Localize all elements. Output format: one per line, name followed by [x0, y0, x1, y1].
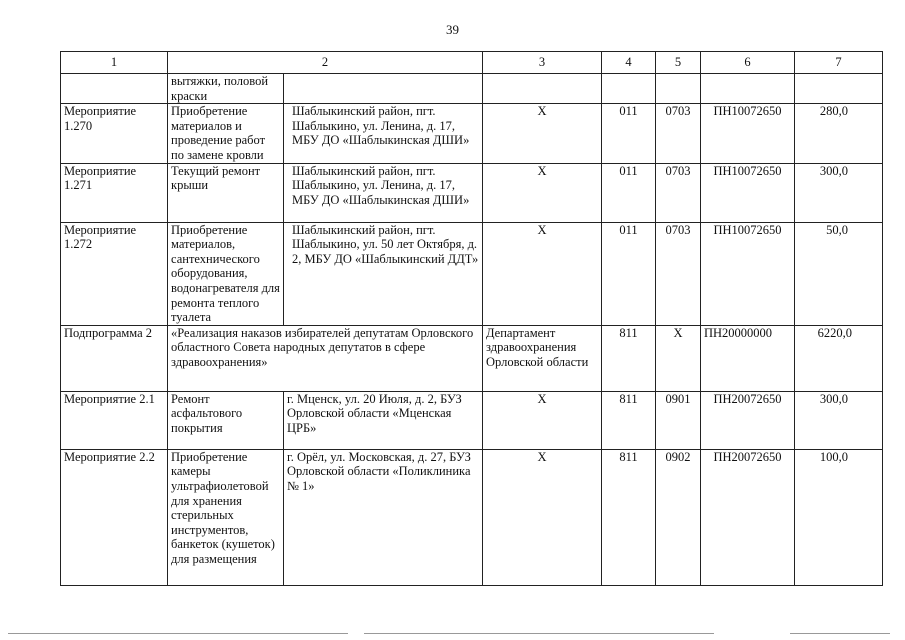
subprogram-row: [61, 325, 883, 391]
code-section-cell: 0703: [656, 222, 701, 325]
executor-cell: [483, 74, 602, 104]
code-grbs-cell: [602, 74, 656, 104]
row-label: Мероприятие 2.2: [61, 449, 168, 585]
measure-description: Ремонт асфальтового покрытия: [168, 391, 284, 449]
measure-address: Шаблыкинский район, пгт. Шаблыкино, ул. Ленина, д. 17, МБУ ДО «Шаблыкинская ДШИ»: [284, 163, 483, 222]
table-row: [61, 222, 883, 325]
measure-description: Текущий ремонт крыши: [168, 163, 284, 222]
code-section-cell: Х: [656, 325, 701, 391]
target-code-cell: [701, 74, 795, 104]
executor-cell: Х: [483, 104, 602, 163]
code-section-cell: 0703: [656, 104, 701, 163]
code-section-cell: 0902: [656, 449, 701, 585]
target-code-cell: ПН10072650: [701, 104, 795, 163]
code-grbs-cell: 011: [602, 104, 656, 163]
measure-address: г. Мценск, ул. 20 Июля, д. 2, БУЗ Орловской области «Мценская ЦРБ»: [284, 391, 483, 449]
row-label: [61, 74, 168, 104]
measure-description: Приобретение материалов и проведение работ по замене кровли: [168, 104, 284, 163]
measure-description: Приобретение материалов, сантехнического оборудования, водонагревателя для ремонта теплого туалета: [168, 222, 284, 325]
row-label: Мероприятие 2.1: [61, 391, 168, 449]
amount-cell: 50,0: [795, 222, 883, 325]
target-code-cell: ПН20000000: [701, 325, 795, 391]
table-row: [61, 104, 883, 163]
code-grbs-cell: 811: [602, 391, 656, 449]
executor-cell: Департамент здравоохранения Орловской области: [483, 325, 602, 391]
table-row: [61, 74, 883, 104]
code-section-cell: 0703: [656, 163, 701, 222]
table-row: [61, 163, 883, 222]
page-number: 39: [446, 22, 459, 37]
column-header: 4: [602, 52, 656, 74]
row-label: Подпрограмма 2: [61, 325, 168, 391]
measure-description: Приобретение камеры ультрафиолетовой для хранения стерильных инструментов, банкеток (кушеток) для размещения: [168, 449, 284, 585]
amount-cell: 100,0: [795, 449, 883, 585]
scan-edge-line: [790, 633, 890, 634]
measure-address: г. Орёл, ул. Московская, д. 27, БУЗ Орловской области «Поликлиника № 1»: [284, 449, 483, 585]
executor-cell: Х: [483, 222, 602, 325]
target-code-cell: ПН10072650: [701, 222, 795, 325]
measure-address: Шаблыкинский район, пгт. Шаблыкино, ул. Ленина, д. 17, МБУ ДО «Шаблыкинская ДШИ»: [284, 104, 483, 163]
column-header: 5: [656, 52, 701, 74]
table-row: [61, 449, 883, 585]
scan-edge-line: [364, 633, 714, 634]
column-header: 6: [701, 52, 795, 74]
target-code-cell: ПН20072650: [701, 449, 795, 585]
executor-cell: Х: [483, 449, 602, 585]
row-label: Мероприятие 1.272: [61, 222, 168, 325]
column-header: 1: [61, 52, 168, 74]
code-section-cell: 0901: [656, 391, 701, 449]
table-header-row: [61, 52, 883, 74]
amount-cell: 300,0: [795, 163, 883, 222]
subprogram-title: «Реализация наказов избирателей депутатам Орловского областного Совета народных депутатов в сфере здравоохранения»: [168, 325, 483, 391]
code-grbs-cell: 811: [602, 325, 656, 391]
column-header: 7: [795, 52, 883, 74]
amount-cell: [795, 74, 883, 104]
budget-table: [60, 51, 883, 586]
code-section-cell: [656, 74, 701, 104]
table-row: [61, 391, 883, 449]
target-code-cell: ПН10072650: [701, 163, 795, 222]
column-header: 2: [168, 52, 483, 74]
scan-edge-line: [8, 633, 348, 634]
executor-cell: Х: [483, 391, 602, 449]
measure-address: [284, 74, 483, 104]
target-code-cell: ПН20072650: [701, 391, 795, 449]
code-grbs-cell: 811: [602, 449, 656, 585]
row-label: Мероприятие 1.271: [61, 163, 168, 222]
amount-cell: 280,0: [795, 104, 883, 163]
executor-cell: Х: [483, 163, 602, 222]
amount-cell: 6220,0: [795, 325, 883, 391]
measure-description: вытяжки, половой краски: [168, 74, 284, 104]
row-label: Мероприятие 1.270: [61, 104, 168, 163]
measure-address: Шаблыкинский район, пгт. Шаблыкино, ул. 50 лет Октября, д. 2, МБУ ДО «Шаблыкинский ДДТ»: [284, 222, 483, 325]
column-header: 3: [483, 52, 602, 74]
amount-cell: 300,0: [795, 391, 883, 449]
code-grbs-cell: 011: [602, 163, 656, 222]
code-grbs-cell: 011: [602, 222, 656, 325]
